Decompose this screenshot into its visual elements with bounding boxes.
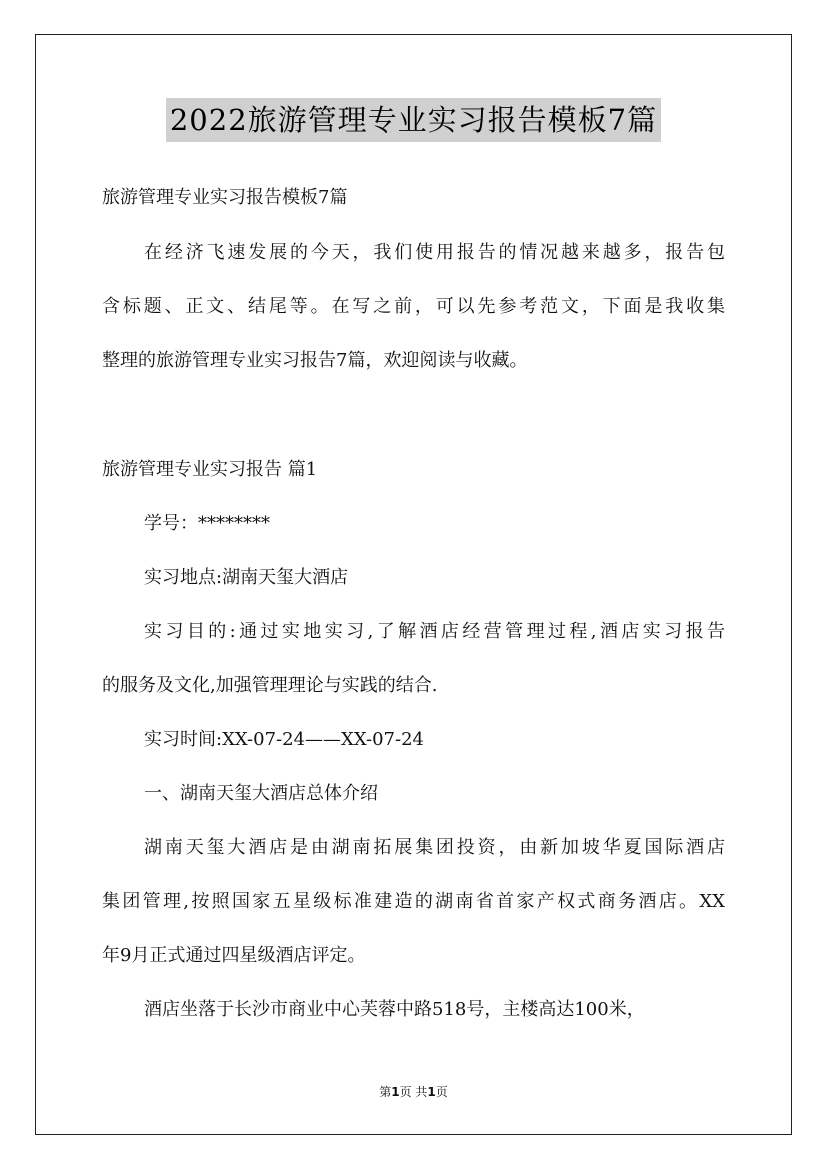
footer-prefix: 第 xyxy=(379,1085,392,1099)
purpose-line-2: 的服务及文化,加强管理理论与实践的结合. xyxy=(102,675,438,696)
hotel-intro-line-3: 年9月正式通过四星级酒店评定。 xyxy=(102,945,366,966)
period-line: 实习时间:XX-07-24——XX-07-24 xyxy=(144,729,424,750)
student-number-line: 学号：******** xyxy=(144,513,270,534)
subsection-heading: 一、湖南天玺大酒店总体介绍 xyxy=(144,783,378,804)
intro-line-2: 含标题、正文、结尾等。在写之前，可以先参考范文，下面是我收集 xyxy=(102,296,725,317)
title-container xyxy=(0,98,827,142)
footer-suffix: 页 xyxy=(435,1085,448,1099)
hotel-intro-line-1: 湖南天玺大酒店是由湖南拓展集团投资，由新加坡华夏国际酒店 xyxy=(144,837,725,858)
footer-mid: 页 共 xyxy=(399,1085,428,1099)
document-title: 2022旅游管理专业实习报告模板7篇 xyxy=(166,98,661,142)
hotel-location-line: 酒店坐落于长沙市商业中心芙蓉中路518号，主楼高达100米， xyxy=(144,999,645,1020)
footer-total-pages: 1 xyxy=(427,1085,436,1099)
purpose-line-1: 实习目的:通过实地实习,了解酒店经营管理过程,酒店实习报告 xyxy=(144,621,725,642)
page-footer xyxy=(0,1083,827,1100)
intro-line-1: 在经济飞速发展的今天，我们使用报告的情况越来越多，报告包 xyxy=(144,242,725,263)
hotel-intro-line-2: 集团管理,按照国家五星级标准建造的湖南省首家产权式商务酒店。XX xyxy=(102,891,725,912)
subtitle-line: 旅游管理专业实习报告模板7篇 xyxy=(102,187,348,208)
intro-line-3: 整理的旅游管理专业实习报告7篇，欢迎阅读与收藏。 xyxy=(102,350,528,371)
location-line: 实习地点:湖南天玺大酒店 xyxy=(144,567,349,588)
section-heading: 旅游管理专业实习报告 篇1 xyxy=(102,459,318,480)
footer-current-page: 1 xyxy=(391,1085,400,1099)
